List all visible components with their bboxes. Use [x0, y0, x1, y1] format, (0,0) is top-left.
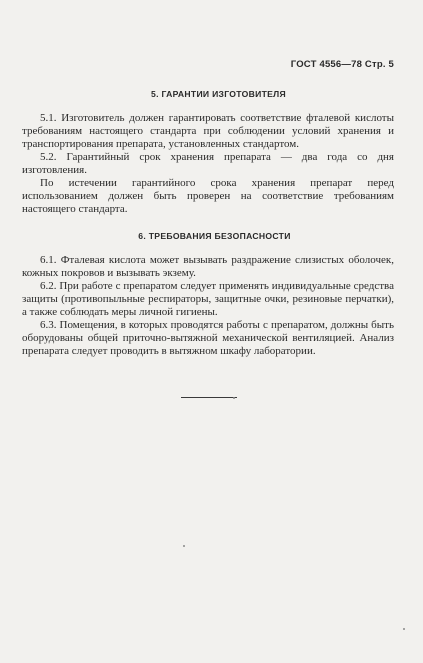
paragraph-5-1: 5.1. Изготовитель должен гарантировать соответствие фталевой кислоты требованиям настоящего стандарта при соблюдении условий хранения и транспортирования препарата, установленных стандартом. — [22, 112, 394, 150]
paragraph-6-3: 6.3. Помещения, в которых проводятся работы с препаратом, должны быть оборудованы общей приточно-вытяжной механической вентиляцией. Анализ препарата следует проводить в вытяжном шкафу лаборатории. — [22, 319, 394, 357]
scan-speck — [403, 628, 405, 630]
page-header: ГОСТ 4556—78 Стр. 5 — [290, 59, 394, 70]
scan-speck — [233, 397, 235, 399]
section-5-body — [22, 112, 394, 216]
section-6-title: 6. ТРЕБОВАНИЯ БЕЗОПАСНОСТИ — [138, 231, 291, 241]
paragraph-5-2-continued: По истечении гарантийного срока хранения препарат перед использованием должен быть проверен на соответствие требованиям настоящего стандарта. — [22, 177, 394, 215]
paragraph-6-2: 6.2. При работе с препаратом следует применять индивидуальные средства защиты (противопыльные респираторы, защитные очки, резиновые перчатки), а также соблюдать меры личной гигиены. — [22, 280, 394, 318]
paragraph-6-1: 6.1. Фталевая кислота может вызывать раздражение слизистых оболочек, кожных покровов и вызывать экзему. — [22, 254, 394, 279]
section-5-title: 5. ГАРАНТИИ ИЗГОТОВИТЕЛЯ — [151, 89, 286, 99]
section-6-body — [22, 254, 394, 358]
scan-speck — [183, 545, 185, 547]
paragraph-5-2: 5.2. Гарантийный срок хранения препарата — два года со дня изготовления. — [22, 151, 394, 176]
end-divider — [181, 397, 237, 398]
